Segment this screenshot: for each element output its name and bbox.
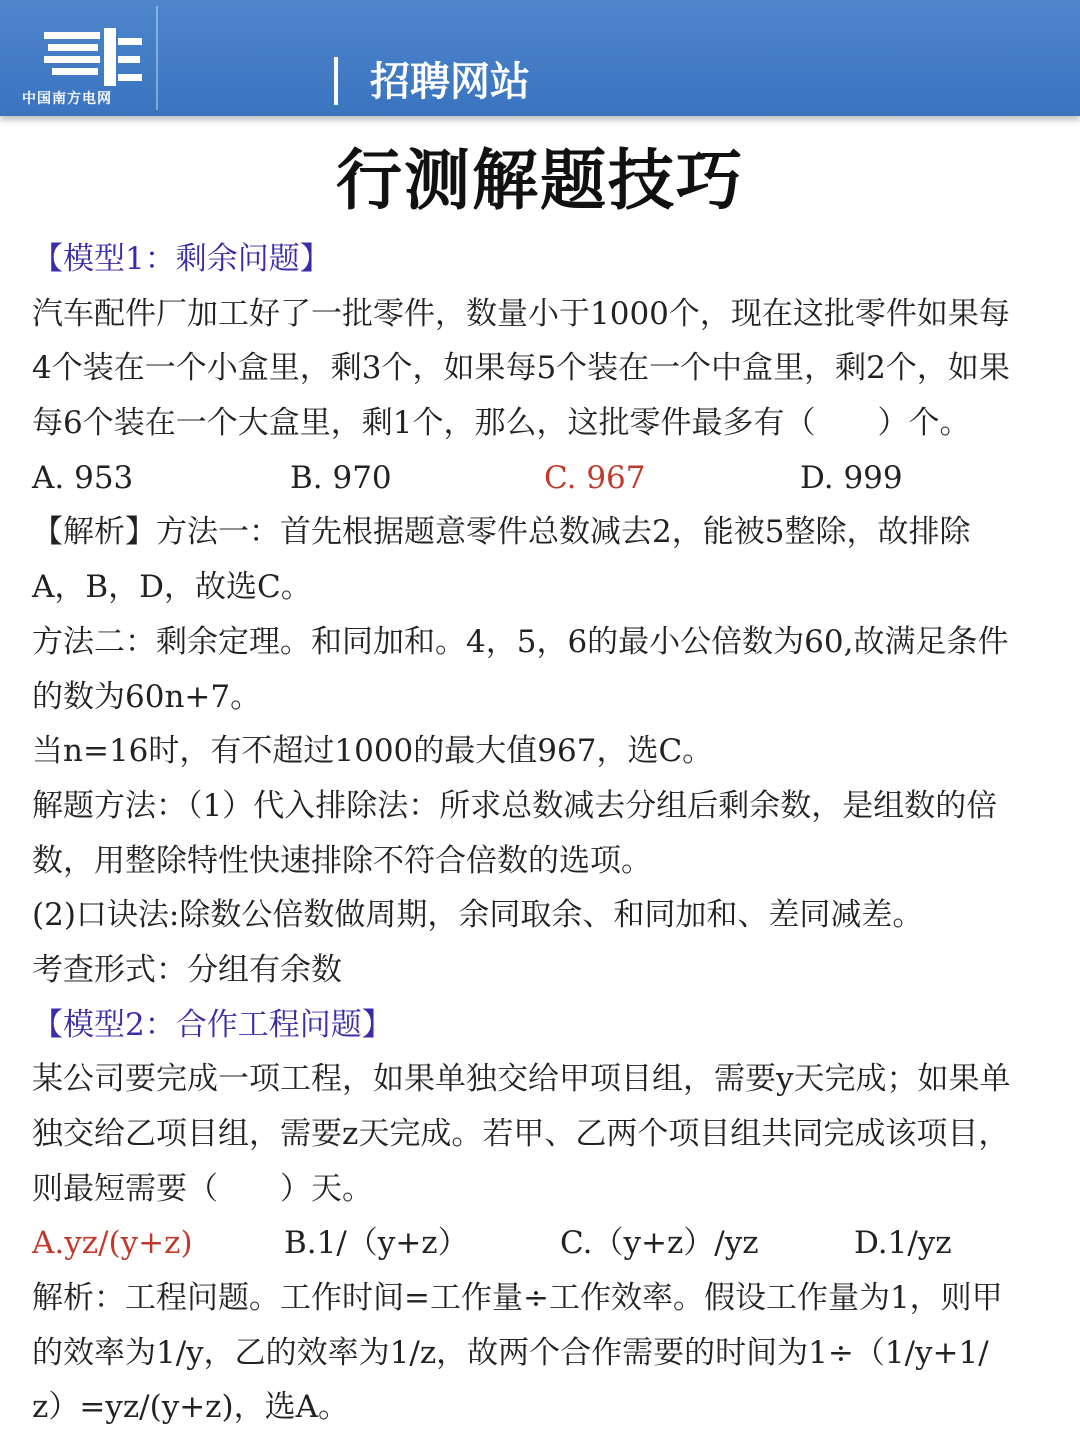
model1-analysis-line: 数，用整除特性快速排除不符合倍数的选项。 [32,842,652,879]
model1-options [32,451,1062,506]
model2-analysis-line: z）=yz/(y+z)，选A。 [32,1389,349,1426]
model1-option-c: C. 967 [544,459,646,496]
title-bar-accent [334,57,338,105]
model1-analysis-line: A，B，D，故选C。 [32,569,312,606]
model2-option-d: D.1/yz [854,1225,952,1262]
model1-question-line: 4个装在一个小盒里，剩3个，如果每5个装在一个中盒里，剩2个，如果 [32,350,1010,387]
model1-question-line: 汽车配件厂加工好了一批零件，数量小于1000个，现在这批零件如果每 [32,295,1010,332]
model2-analysis-line: 解析：工程问题。工作时间=工作量÷工作效率。假设工作量为1，则甲 [32,1280,1003,1317]
model2-question-line: 则最短需要（ ）天。 [32,1170,373,1207]
model1-question-line: 每6个装在一个大盒里，剩1个，那么，这批零件最多有（ ）个。 [32,405,971,442]
page-title: 行测解题技巧 [336,141,744,219]
model2-heading: 【模型2：合作工程问题】 [32,1006,393,1043]
model1-analysis-line: 考查形式：分组有余数 [32,951,342,988]
model1-analysis-line: 【解析】方法一：首先根据题意零件总数减去2，能被5整除，故排除 [32,514,971,551]
model2-analysis-line: 的效率为1/y，乙的效率为1/z，故两个合作需要的时间为1÷（1/y+1/ [32,1334,989,1371]
model2-option-b: B.1/（y+z） [284,1225,469,1262]
model2-options [32,1216,1062,1271]
model1-analysis-line: 解题方法：（1）代入排除法：所求总数减去分组后剩余数，是组数的倍 [32,787,998,824]
model1-analysis-line: 方法二：剩余定理。和同加和。4，5，6的最小公倍数为60,故满足条件 [32,623,1009,660]
article-content [32,232,1062,1435]
site-header [0,0,1080,116]
model2-option-c: C.（y+z）/yz [560,1225,759,1262]
model1-option-b: B. 970 [290,459,392,496]
model1-analysis-line: (2)口诀法:除数公倍数做周期，余同取余、和同加和、差同减差。 [32,897,924,934]
model2-option-a: A.yz/(y+z) [32,1225,193,1262]
model2-question-line: 独交给乙项目组，需要z天完成。若甲、乙两个项目组共同完成该项目， [32,1116,1010,1152]
model1-option-a: A. 953 [32,459,134,496]
site-title[interactable]: 招聘网站 [370,59,530,105]
model1-analysis-line: 当n=16时，有不超过1000的最大值967，选C。 [32,733,714,770]
logo-divider [156,6,158,110]
model2-question-line: 某公司要完成一项工程，如果单独交给甲项目组，需要y天完成；如果单 [32,1061,1011,1098]
logo[interactable] [22,18,142,110]
model1-option-d: D. 999 [800,459,903,496]
csg-logo-icon [44,28,144,88]
logo-text: 中国南方电网 [22,91,112,107]
model1-heading: 【模型1：剩余问题】 [32,241,331,277]
model1-analysis-line: 的数为60n+7。 [32,678,262,715]
